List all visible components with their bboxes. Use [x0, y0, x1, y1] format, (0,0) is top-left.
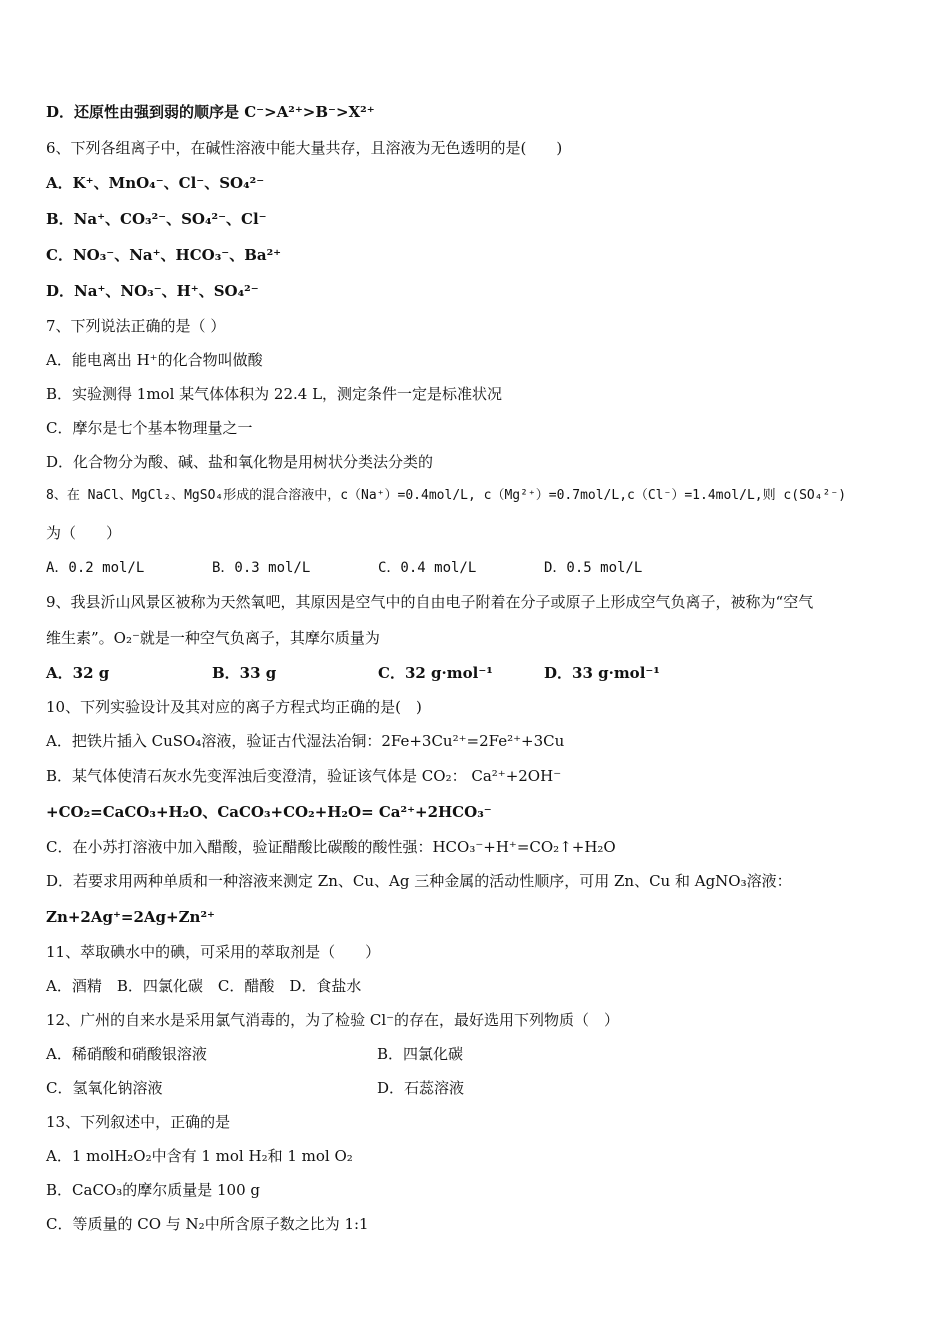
q7-option-a: A．能电离出 H⁺的化合物叫做酸	[46, 351, 263, 369]
q10-option-a: A．把铁片插入 CuSO₄溶液，验证古代湿法冶铜：2Fe+3Cu²⁺=2Fe²⁺+3Cu	[46, 732, 565, 750]
question-9-cont: 维生素”。O₂⁻就是一种空气负离子，其摩尔质量为	[46, 629, 380, 647]
q10-option-b-cont: +CO₂=CaCO₃+H₂O、CaCO₃+CO₂+H₂O= Ca²⁺+2HCO₃⁻	[46, 803, 492, 821]
question-13: 13、下列叙述中，正确的是	[46, 1113, 231, 1131]
q12-option-a: A．稀硝酸和硝酸银溶液	[46, 1045, 207, 1063]
question-9: 9、我县沂山风景区被称为天然氧吧，其原因是空气中的自由电子附着在分子或原子上形成空气负离子，被称为“空气	[46, 593, 814, 611]
q9-options	[46, 663, 910, 683]
q12-option-c: C．氢氧化钠溶液	[46, 1079, 163, 1097]
question-11: 11、萃取碘水中的碘，可采用的萃取剂是（ ）	[46, 943, 381, 961]
q8-option-d: D．0.5 mol/L	[544, 560, 643, 576]
q9-option-c: C．32 g·mol⁻¹	[378, 664, 493, 682]
q9-option-a: A．32 g	[46, 664, 110, 682]
q5-option-d: D．还原性由强到弱的顺序是 C⁻>A²⁺>B⁻>X²⁺	[46, 103, 375, 121]
q8-options	[46, 558, 910, 578]
q11-options: A．酒精 B．四氯化碳 C．醋酸 D．食盐水	[46, 977, 362, 995]
q8-option-c: C．0.4 mol/L	[378, 560, 477, 576]
q12-options-ab	[46, 1044, 910, 1064]
q8-option-a: A．0.2 mol/L	[46, 560, 145, 576]
q13-option-a: A．1 molH₂O₂中含有 1 mol H₂和 1 mol O₂	[46, 1147, 353, 1165]
q12-option-b: B．四氯化碳	[377, 1045, 464, 1063]
question-10: 10、下列实验设计及其对应的离子方程式均正确的是( )	[46, 698, 422, 716]
question-8-cont: 为（ ）	[46, 524, 122, 542]
q7-option-d: D．化合物分为酸、碱、盐和氧化物是用树状分类法分类的	[46, 453, 434, 471]
q7-option-b: B．实验测得 1mol 某气体体积为 22.4 L，测定条件一定是标准状况	[46, 385, 503, 403]
q9-option-b: B．33 g	[212, 664, 277, 682]
question-12: 12、广州的自来水是采用氯气消毒的，为了检验 Cl⁻的存在，最好选用下列物质（ ）	[46, 1011, 620, 1029]
q6-option-c: C．NO₃⁻、Na⁺、HCO₃⁻、Ba²⁺	[46, 246, 282, 264]
question-6: 6、下列各组离子中，在碱性溶液中能大量共存，且溶液为无色透明的是( )	[46, 139, 563, 157]
q9-option-d: D．33 g·mol⁻¹	[544, 664, 660, 682]
q10-option-d-cont: Zn+2Ag⁺=2Ag+Zn²⁺	[46, 908, 215, 926]
q10-option-d: D．若要求用两种单质和一种溶液来测定 Zn、Cu、Ag 三种金属的活动性顺序，可用 Zn、Cu 和 AgNO₃溶液：	[46, 872, 792, 890]
question-8: 8、在 NaCl、MgCl₂、MgSO₄形成的混合溶液中，c（Na⁺）=0.4mol/L, c（Mg²⁺）=0.7mol/L,c（Cl⁻）=1.4mol/L,则 c(SO₄²⁻)	[46, 488, 847, 503]
q6-option-a: A．K⁺、MnO₄⁻、Cl⁻、SO₄²⁻	[46, 174, 265, 192]
question-7: 7、下列说法正确的是（ ）	[46, 317, 226, 335]
q12-options-cd	[46, 1078, 910, 1098]
q8-option-b: B．0.3 mol/L	[212, 560, 311, 576]
q7-option-c: C．摩尔是七个基本物理量之一	[46, 419, 253, 437]
q13-option-b: B．CaCO₃的摩尔质量是 100 g	[46, 1181, 260, 1199]
q10-option-c: C．在小苏打溶液中加入醋酸，验证醋酸比碳酸的酸性强：HCO₃⁻+H⁺=CO₂↑+H₂O	[46, 838, 616, 856]
q10-option-b: B．某气体使清石灰水先变浑浊后变澄清，验证该气体是 CO₂： Ca²⁺+2OH⁻	[46, 767, 562, 785]
q12-option-d: D．石蕊溶液	[377, 1079, 465, 1097]
q13-option-c: C．等质量的 CO 与 N₂中所含原子数之比为 1:1	[46, 1215, 369, 1233]
q6-option-d: D．Na⁺、NO₃⁻、H⁺、SO₄²⁻	[46, 282, 259, 300]
q6-option-b: B．Na⁺、CO₃²⁻、SO₄²⁻、Cl⁻	[46, 210, 267, 228]
